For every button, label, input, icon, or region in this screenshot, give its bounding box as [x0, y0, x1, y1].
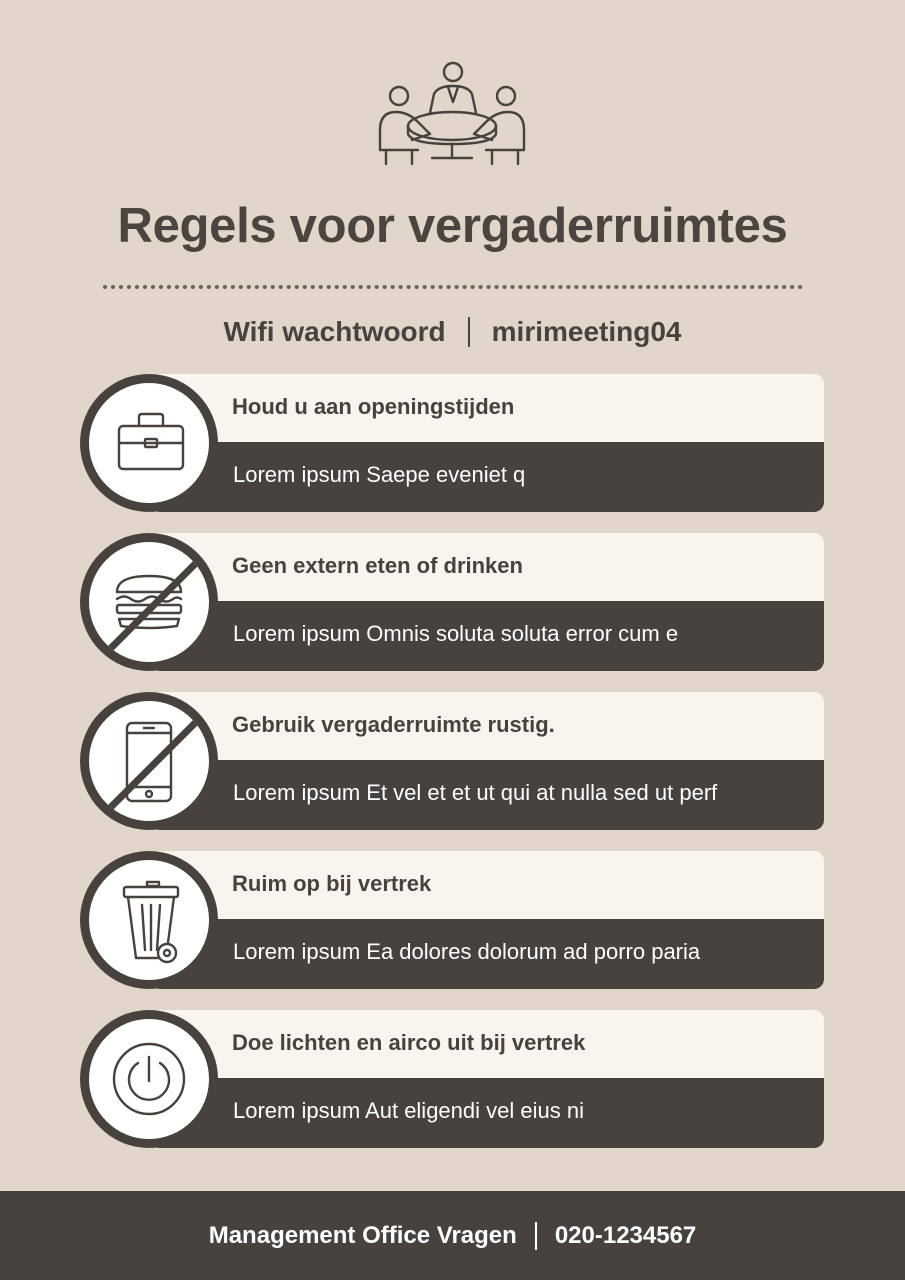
rule-icon-circle — [80, 1010, 218, 1148]
rule-item-quiet — [80, 692, 824, 830]
rule-description: Lorem ipsum Omnis soluta soluta error cum e — [233, 621, 679, 646]
footer-separator — [535, 1222, 537, 1250]
rule-heading: Gebruik vergaderruimte rustig. — [232, 712, 555, 737]
rule-heading: Ruim op bij vertrek — [232, 871, 432, 896]
no-phone-icon — [89, 701, 209, 821]
rule-heading: Doe lichten en airco uit bij vertrek — [232, 1030, 586, 1055]
power-icon — [89, 1019, 209, 1139]
rule-description: Lorem ipsum Aut eligendi vel eius ni — [233, 1098, 584, 1123]
no-food-icon — [89, 542, 209, 662]
footer-bar — [0, 1191, 905, 1280]
rule-item-clean-up — [80, 851, 824, 989]
footer-label: Management Office Vragen — [208, 1221, 517, 1249]
footer-phone: 020-1234567 — [554, 1221, 697, 1249]
rule-icon-circle — [80, 533, 218, 671]
meeting-table-icon — [372, 58, 532, 170]
rule-description: Lorem ipsum Et vel et et ut qui at nulla sed ut perf — [233, 780, 718, 805]
rule-heading: Houd u aan openingstijden — [232, 394, 515, 419]
rule-heading: Geen extern eten of drinken — [232, 553, 523, 578]
wifi-label: Wifi wachtwoord — [223, 316, 446, 347]
dotted-divider — [103, 285, 803, 289]
rule-description: Lorem ipsum Saepe eveniet q — [233, 462, 526, 487]
wifi-info — [0, 312, 905, 352]
wifi-password: mirimeeting04 — [491, 316, 682, 347]
rule-description: Lorem ipsum Ea dolores dolorum ad porro paria — [233, 939, 701, 964]
rule-item-opening-hours — [80, 374, 824, 512]
rule-icon-circle — [80, 692, 218, 830]
rule-icon-circle — [80, 851, 218, 989]
trash-bin-icon — [89, 860, 209, 980]
rule-item-power-off — [80, 1010, 824, 1148]
rule-icon-circle — [80, 374, 218, 512]
rule-item-no-food — [80, 533, 824, 671]
page-title: Regels voor vergaderruimtes — [117, 199, 788, 253]
briefcase-icon — [89, 383, 209, 503]
wifi-separator — [468, 317, 470, 347]
